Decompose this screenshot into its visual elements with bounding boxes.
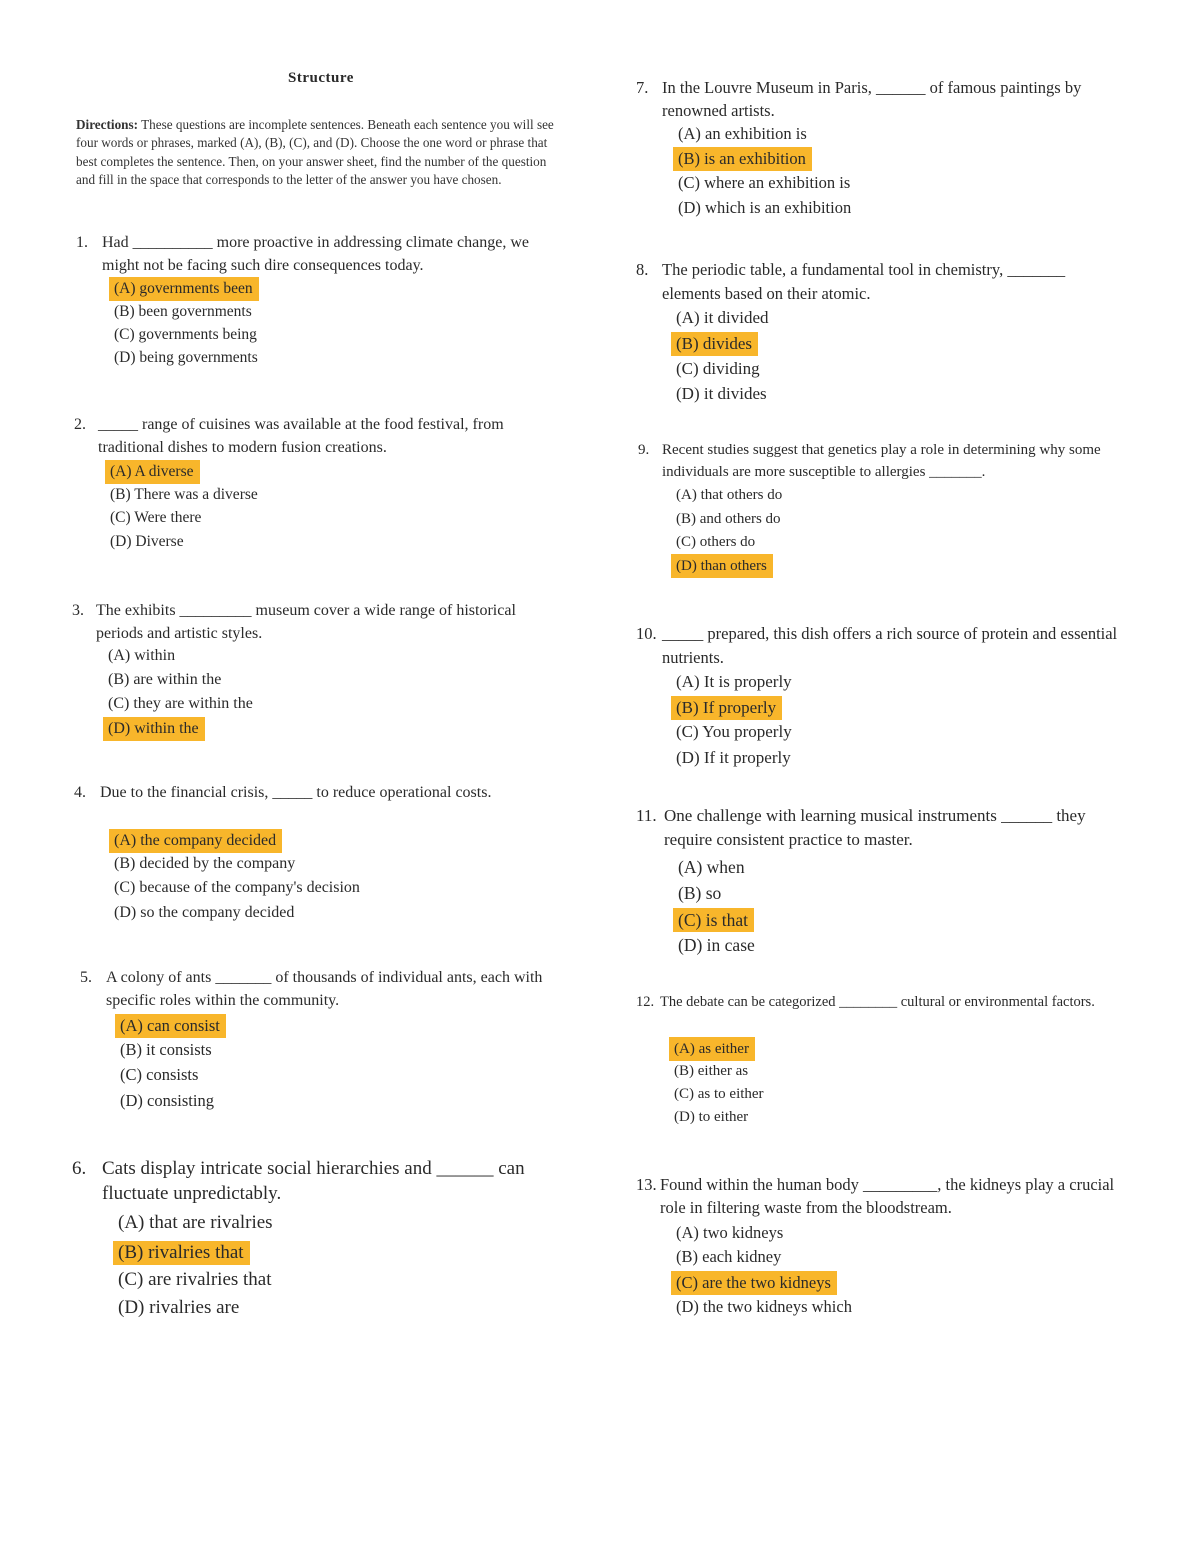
question-number: 3. <box>72 602 84 619</box>
answer-option: (C) are rivalries that <box>118 1268 272 1290</box>
answer-option: (C) they are within the <box>108 694 253 712</box>
answer-option: (B) been governments <box>114 303 252 321</box>
answer-option: (D) it divides <box>676 384 767 404</box>
answer-option: (D) rivalries are <box>118 1296 240 1318</box>
question-3 <box>72 600 566 645</box>
question-4 <box>74 782 566 805</box>
question-stem: Had __________ more proactive in addressing climate change, we might not be facing such dire consequences today. <box>102 234 529 274</box>
answer-option: (B) and others do <box>676 510 781 527</box>
answer-option: (D) being governments <box>114 349 258 367</box>
answer-option: (D) which is an exhibition <box>678 198 852 218</box>
answer-option-highlighted: (A) governments been <box>109 277 259 301</box>
question-number: 5. <box>80 969 92 986</box>
question-stem: The periodic table, a fundamental tool in chemistry, _______ elements based on their atomic. <box>662 260 1066 303</box>
question-13 <box>636 1173 1126 1219</box>
question-stem: _____ prepared, this dish offers a rich source of protein and essential nutrients. <box>662 624 1118 667</box>
answer-option: (A) that are rivalries <box>118 1211 273 1233</box>
answer-option: (B) it consists <box>120 1040 212 1060</box>
question-12 <box>636 992 1128 1013</box>
answer-option-highlighted: (A) as either <box>669 1037 755 1061</box>
answer-option-highlighted: (A) can consist <box>115 1014 226 1038</box>
question-number: 4. <box>74 784 86 801</box>
question-stem: Due to the financial crisis, _____ to reduce operational costs. <box>100 784 492 801</box>
question-number: 10. <box>636 624 657 643</box>
answer-option: (A) it divided <box>676 308 769 328</box>
answer-option: (B) so <box>678 882 722 903</box>
answer-option-highlighted: (D) within the <box>103 717 205 741</box>
question-2 <box>74 414 566 459</box>
directions-label: Directions: <box>76 117 139 132</box>
answer-option-highlighted: (C) are the two kidneys <box>671 1271 837 1295</box>
question-stem: _____ range of cuisines was available at the food festival, from traditional dishes to modern fusion creations. <box>98 416 504 456</box>
answer-option: (C) Were there <box>110 509 202 527</box>
answer-option: (C) others do <box>676 533 756 550</box>
answer-option: (B) decided by the company <box>114 854 296 872</box>
directions-text: These questions are incomplete sentences. Beneath each sentence you will see four words or phrases, marked (A), (B), (C), and (D). Choose the one word or phrase that best completes the sentence. Then, on your answer sheet, find the number of the question and fill in the space that corresponds to the letter of the answer you have chosen. <box>76 117 554 188</box>
question-number: 11. <box>636 806 657 825</box>
answer-option-highlighted: (B) rivalries that <box>113 1241 250 1265</box>
question-number: 1. <box>76 234 88 251</box>
question-6 <box>72 1156 566 1206</box>
answer-option-highlighted: (B) divides <box>671 332 758 356</box>
answer-option-highlighted: (D) than others <box>671 554 773 578</box>
answer-option: (D) so the company decided <box>114 903 295 921</box>
question-10 <box>636 622 1126 669</box>
question-8 <box>636 258 1126 305</box>
answer-option: (A) within <box>108 646 176 664</box>
answer-option: (C) You properly <box>676 722 792 742</box>
answer-option: (D) Diverse <box>110 533 184 551</box>
question-number: 2. <box>74 416 86 433</box>
answer-option: (D) to either <box>674 1108 749 1125</box>
answer-option-highlighted: (B) If properly <box>671 696 782 720</box>
question-number: 9. <box>638 442 650 458</box>
question-number: 12. <box>636 994 655 1010</box>
question-9 <box>638 439 1128 483</box>
answer-option: (B) There was a diverse <box>110 486 258 504</box>
question-number: 7. <box>636 78 649 97</box>
answer-option: (C) where an exhibition is <box>678 173 851 193</box>
question-7 <box>636 76 1124 122</box>
answer-option: (B) are within the <box>108 670 222 688</box>
question-number: 13. <box>636 1175 657 1194</box>
question-stem: In the Louvre Museum in Paris, ______ of famous paintings by renowned artists. <box>662 78 1082 120</box>
answer-option: (B) either as <box>674 1062 749 1079</box>
answer-option: (D) the two kidneys which <box>676 1297 852 1317</box>
question-stem: One challenge with learning musical instruments ______ they require consistent practice to master. <box>664 806 1086 849</box>
question-11 <box>636 804 1126 852</box>
answer-option-highlighted: (A) the company decided <box>109 829 282 853</box>
question-number: 8. <box>636 260 649 279</box>
answer-option: (D) consisting <box>120 1091 214 1111</box>
answer-option: (A) It is properly <box>676 672 792 692</box>
answer-option: (D) If it properly <box>676 748 791 768</box>
answer-option-highlighted: (A) A diverse <box>105 460 200 484</box>
answer-option: (A) when <box>678 856 745 877</box>
answer-option: (C) because of the company's decision <box>114 878 360 896</box>
answer-option: (A) an exhibition is <box>678 124 807 144</box>
question-number: 6. <box>72 1158 87 1179</box>
question-5 <box>80 966 566 1012</box>
answer-option: (C) consists <box>120 1065 199 1085</box>
answer-option: (A) that others do <box>676 486 783 503</box>
question-stem: The debate can be categorized ________ cultural or environmental factors. <box>660 994 1095 1010</box>
answer-option-highlighted: (B) is an exhibition <box>673 147 812 171</box>
question-stem: A colony of ants _______ of thousands of individual ants, each with specific roles within the community. <box>106 969 543 1009</box>
answer-option: (C) governments being <box>114 326 257 344</box>
answer-option: (C) as to either <box>674 1085 764 1102</box>
answer-option: (B) each kidney <box>676 1247 782 1267</box>
question-stem: Found within the human body _________, the kidneys play a crucial role in filtering waste from the bloodstream. <box>660 1175 1115 1217</box>
page-title: Structure <box>288 70 354 86</box>
question-stem: Cats display intricate social hierarchies and ______ can fluctuate unpredictably. <box>102 1158 525 1204</box>
question-stem: The exhibits _________ museum cover a wide range of historical periods and artistic styles. <box>96 602 516 642</box>
question-1 <box>76 232 566 277</box>
answer-option: (C) dividing <box>676 359 760 379</box>
answer-option: (D) in case <box>678 934 755 955</box>
directions <box>76 116 566 190</box>
answer-option-highlighted: (C) is that <box>673 908 754 932</box>
question-stem: Recent studies suggest that genetics play a role in determining why some individuals are more susceptible to allergies _______. <box>662 442 1101 480</box>
answer-option: (A) two kidneys <box>676 1223 784 1243</box>
